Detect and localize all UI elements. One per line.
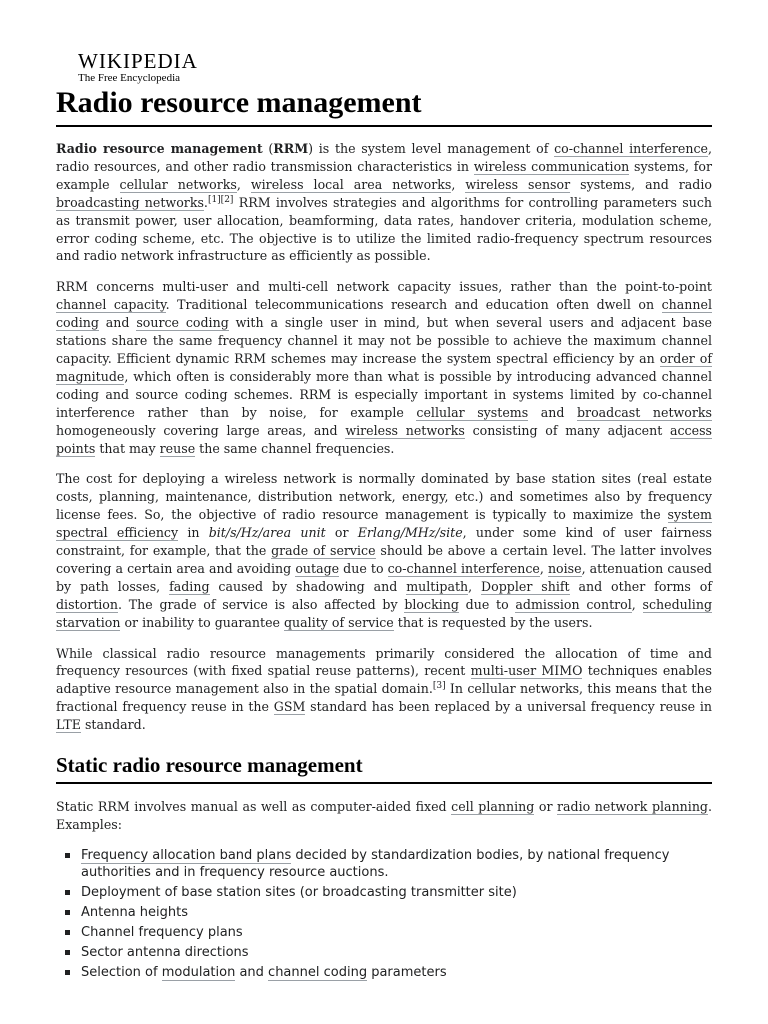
list-item (56, 964, 712, 981)
text: due to (339, 560, 388, 576)
text: . (203, 194, 208, 210)
link-channel-capacity[interactable]: channel capacity (56, 297, 166, 313)
citation-1-2[interactable]: [1][2] (207, 194, 234, 205)
link-broadcasting-networks[interactable]: broadcasting networks (56, 194, 204, 210)
text: , under some kind of user fairness constraint, for example, that the (56, 525, 712, 559)
link-grade-of-service[interactable]: grade of service (271, 543, 376, 559)
text: , which often is considerably more than what is possible by introducing advanced channel coding and source coding schemes. RRM is especially important in systems limited by co-channel interference rather than by noise, for example (56, 368, 712, 420)
text: and (528, 404, 577, 420)
text: systems, and radio (570, 176, 712, 192)
link-lte[interactable]: LTE (56, 717, 81, 733)
text: ( (262, 141, 274, 156)
link-doppler-shift[interactable]: Doppler shift (481, 578, 570, 594)
text: . Examples: (56, 799, 713, 832)
text: Static RRM involves manual as well as computer-aided fixed (56, 799, 452, 815)
text: Sector antenna directions (81, 944, 249, 960)
logo-wordmark: WIKIPEDIA (78, 49, 198, 73)
list-item (56, 847, 712, 881)
link-outage[interactable]: outage (295, 560, 340, 576)
text: caused by shadowing and (209, 578, 407, 594)
text: techniques enables adaptive resource management also in the spatial domain. (56, 663, 712, 697)
text: due to (458, 596, 516, 612)
link-broadcast-networks[interactable]: broadcast networks (577, 404, 712, 420)
text: , attenuation caused by path losses, (56, 560, 712, 594)
link-blocking[interactable]: blocking (404, 596, 459, 612)
text: the same channel frequencies. (195, 440, 395, 456)
text: Selection of (81, 964, 162, 980)
link-access-points[interactable]: access points (56, 422, 712, 456)
link-wireless-sensor[interactable]: wireless sensor (465, 176, 571, 192)
logo-tagline: The Free Encyclopedia (78, 72, 181, 84)
text: and (235, 964, 269, 980)
link-gsm[interactable]: GSM (273, 699, 306, 715)
link-wireless-communication[interactable]: wireless communication (473, 158, 630, 174)
text: . Traditional telecommunications research and education often dwell on (165, 297, 662, 313)
text: , (451, 176, 466, 192)
link-multi-user-mimo[interactable]: multi-user MIMO (470, 663, 583, 679)
text: consisting of many adjacent (464, 422, 670, 438)
link-reuse[interactable]: reuse (159, 440, 196, 456)
text: systems, for example (56, 158, 712, 192)
paragraph-5 (56, 798, 712, 834)
text: decided by standardization bodies, by national frequency authorities and in frequency resource auctions. (81, 847, 670, 880)
link-wireless-local-area-networks[interactable]: wireless local area networks (250, 176, 452, 192)
link-fading[interactable]: fading (169, 578, 210, 594)
article-body (56, 140, 712, 984)
citation-3[interactable]: [3] (432, 681, 446, 692)
text: Antenna heights (81, 904, 189, 920)
link-source-coding[interactable]: source coding (136, 315, 229, 331)
text: The cost for deploying a wireless network is normally dominated by base station sites (real estate costs, planning, maintenance, distribution network, energy, etc.) and sometimes also by frequency license fees. So, the objective of radio resource management is typically to maximize the (56, 471, 712, 523)
link-system-spectral-efficiency[interactable]: system spectral efficiency (56, 507, 712, 541)
paragraph-3 (56, 470, 712, 631)
page-title: Radio resource management (56, 84, 712, 127)
text: that may (95, 440, 160, 456)
text: , radio resources, and other radio transmission characteristics in (56, 141, 712, 174)
text: While classical radio resource managements primarily considered the allocation of time and frequency resources (with fixed spatial reuse patterns), recent (56, 645, 712, 679)
list-item (56, 904, 712, 921)
text: Channel frequency plans (81, 924, 243, 940)
text: In cellular networks, this means that the fractional frequency reuse in the (56, 681, 712, 715)
text: , (236, 176, 251, 192)
list-item (56, 924, 712, 941)
link-modulation[interactable]: modulation (161, 964, 236, 980)
italic-unit: Erlang/MHz/site (357, 525, 463, 541)
link-channel-coding[interactable]: channel coding (268, 964, 368, 980)
text: ) is the system level management of (308, 141, 555, 156)
text: , (468, 578, 482, 594)
link-co-channel-interference[interactable]: co-channel interference (554, 141, 708, 156)
link-cell-planning[interactable]: cell planning (451, 799, 535, 815)
link-order-of-magnitude[interactable]: order of magnitude (56, 350, 712, 384)
link-multipath[interactable]: multipath (406, 578, 469, 594)
text: Deployment of base station sites (or broadcasting transmitter site) (81, 884, 517, 900)
text: in (178, 525, 209, 541)
link-distortion[interactable]: distortion (56, 596, 118, 612)
text: parameters (367, 964, 447, 980)
link-radio-network-planning[interactable]: radio network planning (557, 799, 708, 815)
text: and other forms of (569, 578, 712, 594)
link-scheduling-starvation[interactable]: scheduling starvation (56, 596, 713, 630)
text: with a single user in mind, but when several users and adjacent base stations share the same frequency channel it may not be possible to achieve the maximum channel capacity. Efficient dynamic RRM schemes may increase the system spectral efficiency by an (56, 315, 712, 366)
text: standard. (80, 717, 146, 733)
paragraph-2 (56, 278, 712, 457)
list-item (56, 884, 712, 901)
link-noise[interactable]: noise (547, 560, 582, 576)
section-heading-static-rrm: Static radio resource management (56, 752, 712, 784)
bold-term: RRM (273, 141, 309, 156)
text: should be above a certain level. The latter involves covering a certain area and avoiding (56, 543, 712, 576)
link-cellular-networks[interactable]: cellular networks (119, 176, 237, 192)
text: homogeneously covering large areas, and (56, 422, 346, 438)
text: or (534, 799, 558, 815)
text: . The grade of service is also affected by (118, 596, 405, 612)
text: that is requested by the users. (393, 614, 593, 630)
link-wireless-networks[interactable]: wireless networks (345, 422, 465, 438)
link-co-channel-interference[interactable]: co-channel interference (387, 560, 540, 576)
link-frequency-allocation-band-plans[interactable]: Frequency allocation band plans (81, 847, 292, 863)
text: or (325, 525, 358, 541)
link-quality-of-service[interactable]: quality of service (284, 614, 394, 630)
paragraph-1 (56, 140, 712, 265)
text: , (539, 560, 548, 576)
text: RRM concerns multi-user and multi-cell network capacity issues, rather than the point-to-point (56, 279, 712, 295)
link-cellular-systems[interactable]: cellular systems (416, 404, 529, 420)
wikipedia-logo[interactable] (78, 50, 198, 85)
list-item (56, 944, 712, 961)
text: and (98, 315, 137, 331)
examples-list (56, 847, 712, 981)
italic-unit: bit/s/Hz/area unit (208, 525, 326, 541)
link-channel-coding[interactable]: channel coding (56, 297, 712, 331)
text: standard has been replaced by a universal frequency reuse in (305, 699, 712, 715)
paragraph-4 (56, 645, 712, 735)
text: , (631, 596, 643, 612)
text: or inability to guarantee (120, 614, 284, 630)
link-admission-control[interactable]: admission control (515, 596, 632, 612)
bold-term: Radio resource management (56, 141, 263, 156)
text: RRM involves strategies and algorithms for controlling parameters such as transmit power, user allocation, beamforming, data rates, handover criteria, modulation scheme, error coding scheme, etc. The objective is to utilize the limited radio-frequency spectrum resources and radio network infrastructure as efficiently as possible. (56, 194, 713, 264)
